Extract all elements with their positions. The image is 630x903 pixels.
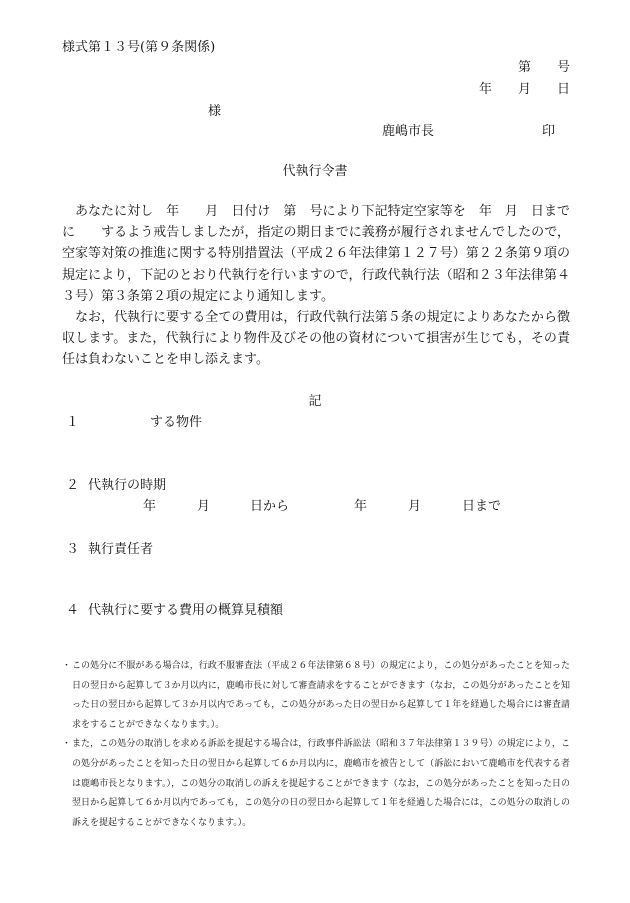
issuer-name: 鹿嶋市長 bbox=[382, 124, 435, 139]
period-start-month: 月 bbox=[197, 499, 211, 514]
notes-section bbox=[62, 657, 570, 833]
ki-heading: 記 bbox=[308, 394, 322, 409]
note-bullet: ・ bbox=[62, 739, 72, 750]
document-title: 代執行令書 bbox=[282, 164, 348, 179]
period-start-day: 日から bbox=[250, 499, 290, 514]
period-end-day: 日まで bbox=[462, 499, 502, 514]
note-bullet: ・ bbox=[62, 661, 72, 671]
item1-number: １ bbox=[66, 415, 80, 430]
body-text bbox=[62, 201, 570, 371]
body-paragraph-1: あなたに対し 年 月 日付け 第 号により下記特定空家等を 年 月 日までに するよう戒告しましたが，指定の期日までに義務が履行されませんでしたので，空家等対策の推進に関する特別措置法（平成２６年法律第１２７号）第２２条第９項の規定により，下記のとおり代執行を行いますので，行政代執行法（昭和２３年法律第４３号）第３条第２項の規定により通知します。 bbox=[62, 204, 570, 304]
note-1-text: この処分に不服がある場合は，行政不服審査法（平成２６年法律第６８号）の規定により，この処分があったことを知った日の翌日から起算して３か月以内に，鹿嶋市長に対して審査請求をすることができます（なお，この処分があったことを知った日の翌日から起算して３か月以内であっても，この処分があった日の翌日から起算して１年を経過した場合には審査請求をすることができなくなります。）。 bbox=[72, 661, 570, 730]
note-2 bbox=[62, 735, 570, 833]
item2-label: 代執行の時期 bbox=[88, 478, 167, 493]
item2-number: ２ bbox=[66, 478, 80, 493]
note-1 bbox=[62, 657, 570, 735]
seal-mark: 印 bbox=[542, 124, 556, 139]
document-number: 第 号 bbox=[517, 60, 570, 75]
item4-number: ４ bbox=[66, 603, 80, 618]
period-start-year: 年 bbox=[143, 499, 157, 514]
item3-number: ３ bbox=[66, 542, 80, 557]
period-end-year: 年 bbox=[354, 499, 368, 514]
item1-label: する物件 bbox=[150, 415, 203, 430]
item4-label: 代執行に要する費用の概算見積額 bbox=[88, 603, 284, 618]
item3-label: 執行責任者 bbox=[88, 542, 154, 557]
recipient-honorific: 様 bbox=[208, 104, 222, 119]
note-2-text: また，この処分の取消しを求める訴訟を提起する場合は，行政事件訴訟法（昭和３７年法律第１３９号）の規定により，この処分があったことを知った日の翌日から起算して６か月以内に，鹿嶋市を被告として（訴訟において鹿嶋市を代表する者は鹿嶋市長となります。），この処分の取消しの訴えを提起することができます（なお，この処分があったことを知った日の翌日から起算して６か月以内であっても，この処分の日の翌日から起算して１年を経過した場合には，この処分の取消しの訴えを提起することができなくなります。）。 bbox=[72, 739, 570, 828]
period-end-month: 月 bbox=[408, 499, 422, 514]
issue-date: 年 月 日 bbox=[478, 82, 570, 97]
body-paragraph-2: なお，代執行に要する全ての費用は，行政代執行法第５条の規定によりあなたから徴収します。また，代執行により物件及びその他の資材について損害が生じても，その責任は負わないことを申し添えます。 bbox=[62, 310, 570, 368]
form-number: 様式第１３号(第９条関係) bbox=[62, 40, 216, 55]
